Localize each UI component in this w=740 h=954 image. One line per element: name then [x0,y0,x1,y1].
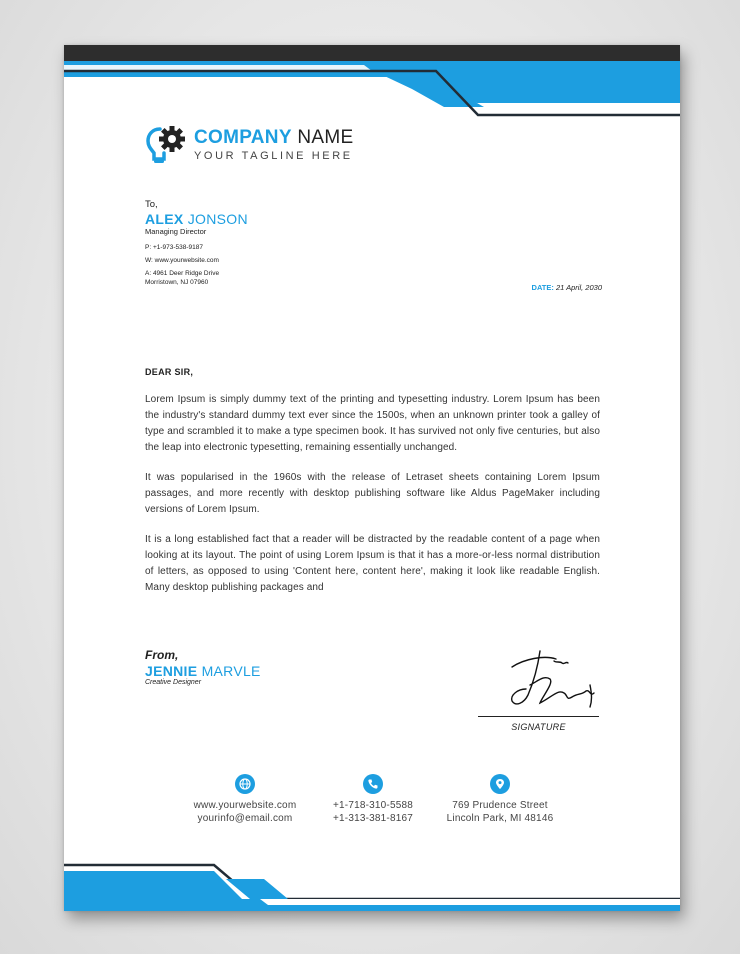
to-label: To, [145,199,158,210]
sender-title: Creative Designer [145,679,202,686]
body-paragraph: It is a long established fact that a reader will be distracted by the readable content of a page when looking at its layout. The point of using Lorem Ipsum is that it has a more-or-less normal distribution of letters, as opposed to using 'Content here, content here', making it look like readable English. Many desktop publishing packages and [145,534,600,593]
body-paragraph: Lorem Ipsum is simply dummy text of the printing and typesetting industry. Lorem Ipsum has been the industry's standard dummy text ever since the 1500s, when an unknown printer took a galley of type and scrambled it to make a type specimen book. It has survived not only five centuries, but also the leap into electronic typesetting, remaining essentially unchanged. [145,394,600,453]
sender-block [145,648,261,686]
company-logo [146,123,354,167]
footer-address-line1: 769 Prudence Street [452,800,548,811]
recipient-address-line1: A: 4961 Deer Ridge Drive [145,270,220,277]
footer-decoration [64,855,680,911]
footer-phone-2[interactable]: +1-313-381-8167 [332,813,413,824]
handwritten-signature [494,645,604,715]
globe-icon [235,774,255,794]
location-pin-icon [490,774,510,794]
date-label: DATE: [531,283,554,292]
body-paragraph: It was popularised in the 1960s with the release of Letraset sheets containing Lorem Ipsum passages, and more recently with desktop publishing software like Aldus PageMaker including versions of Lorem Ipsum. [145,472,600,515]
footer-address-column [420,774,580,825]
signature-line [478,716,599,717]
footer-phone-1[interactable]: +1-718-310-5588 [332,800,413,811]
recipient-title: Managing Director [145,227,207,236]
letter-date [532,283,602,292]
sender-name [145,663,261,679]
date-value: 21 April, 2030 [555,283,602,292]
recipient-last-name: JONSON [187,211,248,227]
lightbulb-gear-icon [146,123,188,167]
from-label: From, [145,648,179,662]
sender-first-name: JENNIE [145,663,198,679]
company-name-part2: NAME [297,127,354,148]
recipient-block [145,199,248,287]
recipient-first-name: ALEX [145,211,184,227]
recipient-phone: P: +1-973-538-9187 [145,244,204,251]
company-name-part1: COMPANY [194,127,292,148]
recipient-name [145,211,248,227]
footer-email[interactable]: yourinfo@email.com [197,813,293,824]
letter-body [145,392,600,610]
phone-icon [363,774,383,794]
recipient-website: W: www.yourwebsite.com [145,257,219,264]
company-tagline: YOUR TAGLINE HERE [194,150,353,162]
footer-website[interactable]: www.yourwebsite.com [193,800,297,811]
company-name [194,128,354,148]
sender-last-name: MARVLE [201,663,261,679]
footer-address-line2: Lincoln Park, MI 48146 [446,813,554,824]
salutation: DEAR SIR, [145,367,194,377]
recipient-address-line2: Morristown, NJ 07960 [145,279,209,286]
letterhead-page [64,45,680,911]
signature-label: SIGNATURE [511,722,566,732]
